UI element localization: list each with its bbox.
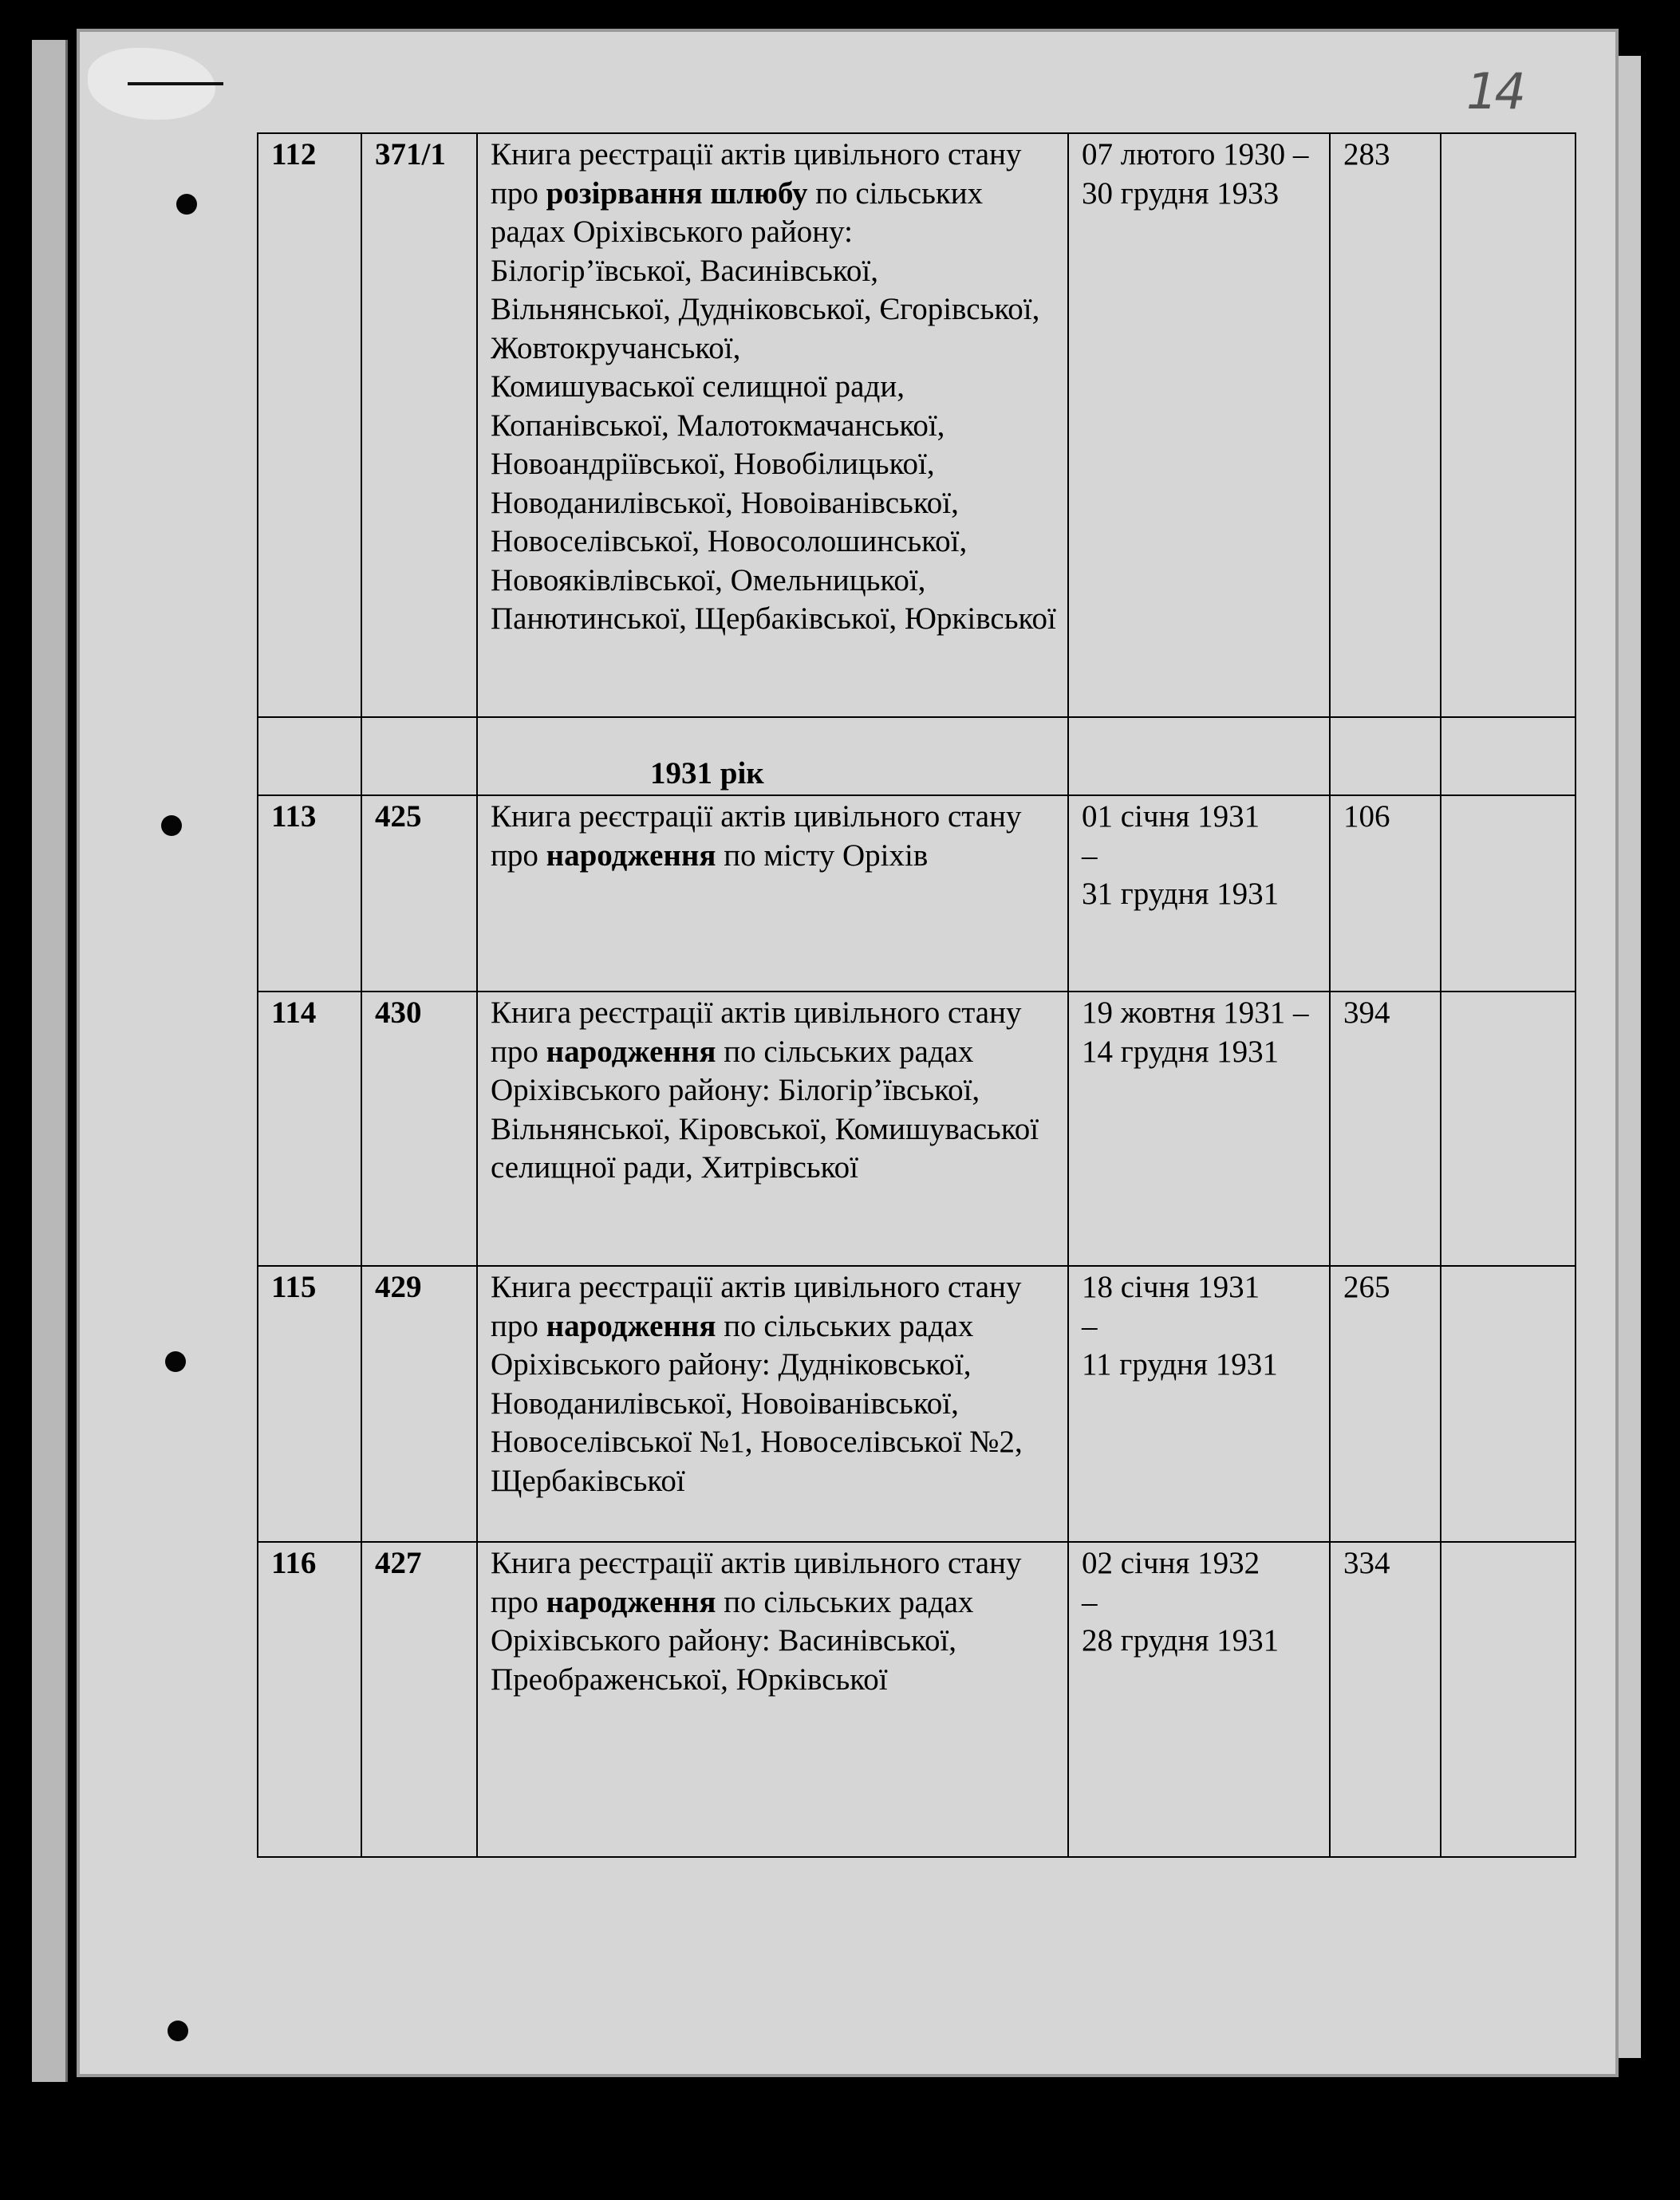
row-number: 115 — [258, 1266, 361, 1542]
note-cell — [1441, 1266, 1575, 1542]
row-number: 114 — [258, 992, 361, 1266]
year-heading-cell — [477, 717, 1068, 795]
table-row — [258, 1542, 1575, 1857]
binding-hole — [161, 815, 182, 836]
table-row — [258, 133, 1575, 717]
empty-cell — [1068, 717, 1330, 795]
page-count: 334 — [1330, 1542, 1441, 1857]
empty-cell — [361, 717, 477, 795]
date-range: 19 жовтня 1931 – 14 грудня 1931 — [1068, 992, 1330, 1266]
table-row — [258, 992, 1575, 1266]
year-heading: 1931 рік — [650, 756, 764, 791]
inventory-number: 429 — [361, 1266, 477, 1542]
note-cell — [1441, 795, 1575, 992]
empty-cell — [258, 717, 361, 795]
note-cell — [1441, 992, 1575, 1266]
record-title: Книга реєстрації актів цивільного стану про народження по сільських радах Оріхівського району: Васинівської, Преображенської, Юрківської — [477, 1542, 1068, 1857]
date-range: 07 лютого 1930 – 30 грудня 1933 — [1068, 133, 1330, 717]
table-row — [258, 1266, 1575, 1542]
page-count: 283 — [1330, 133, 1441, 717]
archive-register-table — [257, 132, 1576, 1858]
record-title: Книга реєстрації актів цивільного стану про народження по місту Оріхів — [477, 795, 1068, 992]
inventory-number: 371/1 — [361, 133, 477, 717]
row-number: 116 — [258, 1542, 361, 1857]
table-row — [258, 795, 1575, 992]
handwritten-page-number: 14 — [1466, 62, 1523, 120]
row-number: 112 — [258, 133, 361, 717]
empty-cell — [1330, 717, 1441, 795]
inventory-number: 425 — [361, 795, 477, 992]
row-number: 113 — [258, 795, 361, 992]
inventory-number: 430 — [361, 992, 477, 1266]
empty-cell — [1441, 717, 1575, 795]
inventory-number: 427 — [361, 1542, 477, 1857]
page-count: 265 — [1330, 1266, 1441, 1542]
record-title: Книга реєстрації актів цивільного стану про розірвання шлюбу по сільських радах Оріхівського району: Білогір’ївської, Васинівської, Вільнянської, Дудніковської, Єгорівської, Жовтокручанської, Комишуваської селищної ради, Копанівської, Малотокмачанської, Новоандріївської, Новобілицької, Новоданилівської, Новоіванівської, Новоселівської, Новосолошинської, Новояківлівської, Омельницької, Панютинської, Щербаківської, Юрківської — [477, 133, 1068, 717]
page-count: 106 — [1330, 795, 1441, 992]
pen-dash-mark — [128, 82, 223, 85]
page-count: 394 — [1330, 992, 1441, 1266]
scan-left-edge — [32, 40, 68, 2082]
binding-hole — [165, 1351, 186, 1372]
binding-hole — [168, 2021, 188, 2041]
note-cell — [1441, 133, 1575, 717]
note-cell — [1441, 1542, 1575, 1857]
date-range: 02 січня 1932 – 28 грудня 1931 — [1068, 1542, 1330, 1857]
year-heading-row — [258, 717, 1575, 795]
record-title: Книга реєстрації актів цивільного стану про народження по сільських радах Оріхівського району: Дудніковської, Новоданилівської, Новоіванівської, Новоселівської №1, Новоселівської №2, Щербаківської — [477, 1266, 1068, 1542]
date-range: 01 січня 1931 – 31 грудня 1931 — [1068, 795, 1330, 992]
date-range: 18 січня 1931 – 11 грудня 1931 — [1068, 1266, 1330, 1542]
binding-hole — [176, 194, 197, 215]
record-title: Книга реєстрації актів цивільного стану про народження по сільських радах Оріхівського району: Білогір’ївської, Вільнянської, Кіровської, Комишуваської селищної ради, Хитрівської — [477, 992, 1068, 1266]
